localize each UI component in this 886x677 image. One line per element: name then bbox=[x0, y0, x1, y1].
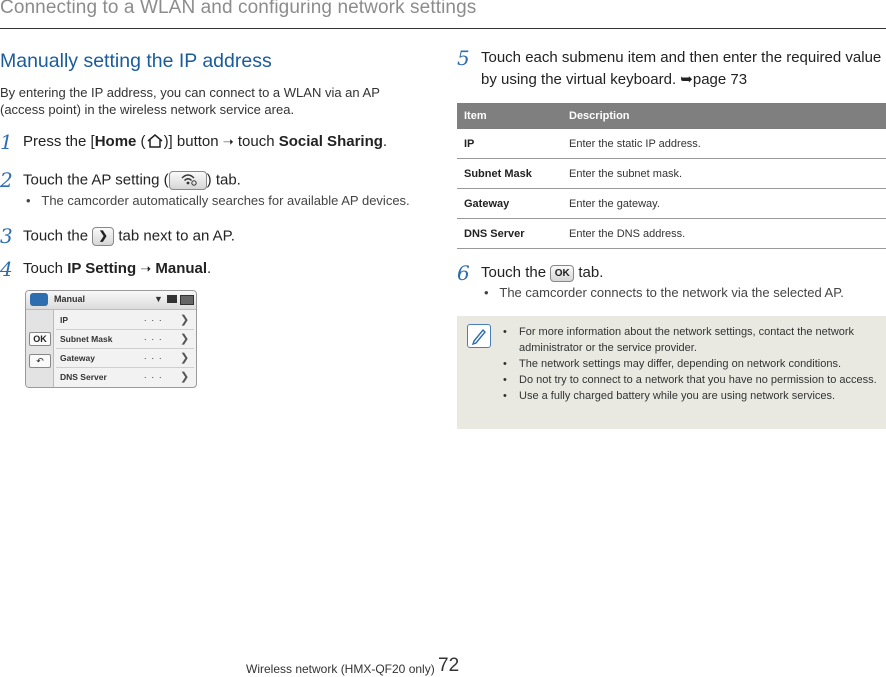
step-number: 1 bbox=[0, 130, 13, 154]
step-number: 6 bbox=[457, 261, 470, 285]
wifi-signal-icon: ▼ bbox=[154, 294, 163, 304]
page-number: 72 bbox=[438, 655, 460, 676]
screen-title: Manual bbox=[54, 294, 86, 304]
step-text: Touch the OK tab. bbox=[481, 264, 604, 281]
step-text: Touch IP Setting ➝ Manual. bbox=[23, 260, 212, 277]
table-row bbox=[457, 129, 886, 159]
screen-side-panel bbox=[26, 310, 54, 387]
intro-paragraph: By entering the IP address, you can connect to a WLAN via an AP (access point) in the wireless network service area. bbox=[0, 85, 380, 117]
step-text-line-1: Touch each submenu item and then enter the required value bbox=[481, 49, 882, 66]
row-value: ... bbox=[144, 351, 167, 361]
table-header-row bbox=[457, 103, 886, 129]
table-cell-item: IP bbox=[457, 129, 562, 159]
row-value: ... bbox=[144, 370, 167, 380]
wifi-mode-icon bbox=[30, 293, 48, 306]
settings-table bbox=[457, 103, 886, 249]
step-bullet: • The camcorder automatically searches for available AP devices. bbox=[26, 193, 410, 208]
table-cell-description: Enter the DNS address. bbox=[562, 219, 886, 249]
row-label: IP bbox=[60, 315, 69, 325]
screen-row-subnet-mask[interactable] bbox=[56, 330, 194, 349]
table-cell-item: Gateway bbox=[457, 189, 562, 219]
step-number: 5 bbox=[457, 46, 470, 70]
camcorder-screen bbox=[25, 290, 197, 388]
table-row bbox=[457, 219, 886, 249]
step-bullet: • The camcorder connects to the network via the selected AP. bbox=[484, 285, 844, 300]
step-text: Touch the AP setting ( ) tab. bbox=[23, 171, 241, 189]
note-item: • For more information about the network settings, contact the network administrator or the service provider. bbox=[503, 326, 855, 354]
column-header: Item bbox=[457, 103, 562, 129]
row-label: DNS Server bbox=[60, 372, 107, 382]
ok-button[interactable]: OK bbox=[29, 332, 51, 346]
note-item: • Use a fully charged battery while you are using network services. bbox=[503, 390, 836, 402]
card-icon bbox=[167, 295, 177, 303]
screen-row-gateway[interactable] bbox=[56, 349, 194, 368]
note-item: • Do not try to connect to a network that you have no permission to access. bbox=[503, 374, 877, 386]
step-number: 4 bbox=[0, 257, 13, 281]
back-button[interactable]: ↶ bbox=[29, 354, 51, 368]
step-text-line-2: by using the virtual keyboard. ➥page 73 bbox=[481, 71, 748, 88]
note-item: • The network settings may differ, depending on network conditions. bbox=[503, 358, 842, 370]
chevron-right-icon: ❯ bbox=[180, 352, 190, 364]
chapter-title: Connecting to a WLAN and configuring network settings bbox=[0, 0, 477, 18]
screen-row-ip[interactable] bbox=[56, 311, 194, 330]
table-cell-description: Enter the static IP address. bbox=[562, 129, 886, 159]
row-label: Subnet Mask bbox=[60, 334, 113, 344]
home-icon bbox=[146, 134, 164, 152]
chevron-right-icon: ❯ bbox=[180, 314, 190, 326]
screen-title-bar bbox=[26, 291, 196, 310]
table-cell-item: DNS Server bbox=[457, 219, 562, 249]
screen-row-dns-server[interactable] bbox=[56, 368, 194, 386]
row-value: ... bbox=[144, 313, 167, 323]
note-pencil-icon bbox=[467, 324, 491, 348]
page-header bbox=[0, 0, 886, 29]
note-box bbox=[457, 316, 886, 429]
step-number: 2 bbox=[0, 168, 13, 192]
table-cell-description: Enter the gateway. bbox=[562, 189, 886, 219]
footer-chapter: Wireless network (HMX-QF20 only) bbox=[246, 662, 435, 676]
step-number: 3 bbox=[0, 224, 13, 248]
ap-setting-icon bbox=[169, 171, 207, 190]
page-reference[interactable]: ➥page 73 bbox=[680, 71, 748, 88]
table-cell-item: Subnet Mask bbox=[457, 159, 562, 189]
step-text: Press the [Home ( )] button ➝ touch Social Sharing. bbox=[23, 133, 388, 150]
chevron-right-icon: ❯ bbox=[180, 371, 190, 383]
section-title: Manually setting the IP address bbox=[0, 50, 272, 72]
chevron-right-icon: ❯ bbox=[180, 333, 190, 345]
battery-icon bbox=[180, 295, 194, 305]
table-cell-description: Enter the subnet mask. bbox=[562, 159, 886, 189]
table-row bbox=[457, 189, 886, 219]
table-row bbox=[457, 159, 886, 189]
ok-icon: OK bbox=[550, 265, 574, 282]
row-label: Gateway bbox=[60, 353, 95, 363]
note-list bbox=[501, 324, 881, 404]
row-value: ... bbox=[144, 332, 167, 342]
column-header: Description bbox=[562, 103, 886, 129]
step-text: Touch the ❯ tab next to an AP. bbox=[23, 227, 235, 245]
chevron-right-icon: ❯ bbox=[92, 227, 114, 246]
